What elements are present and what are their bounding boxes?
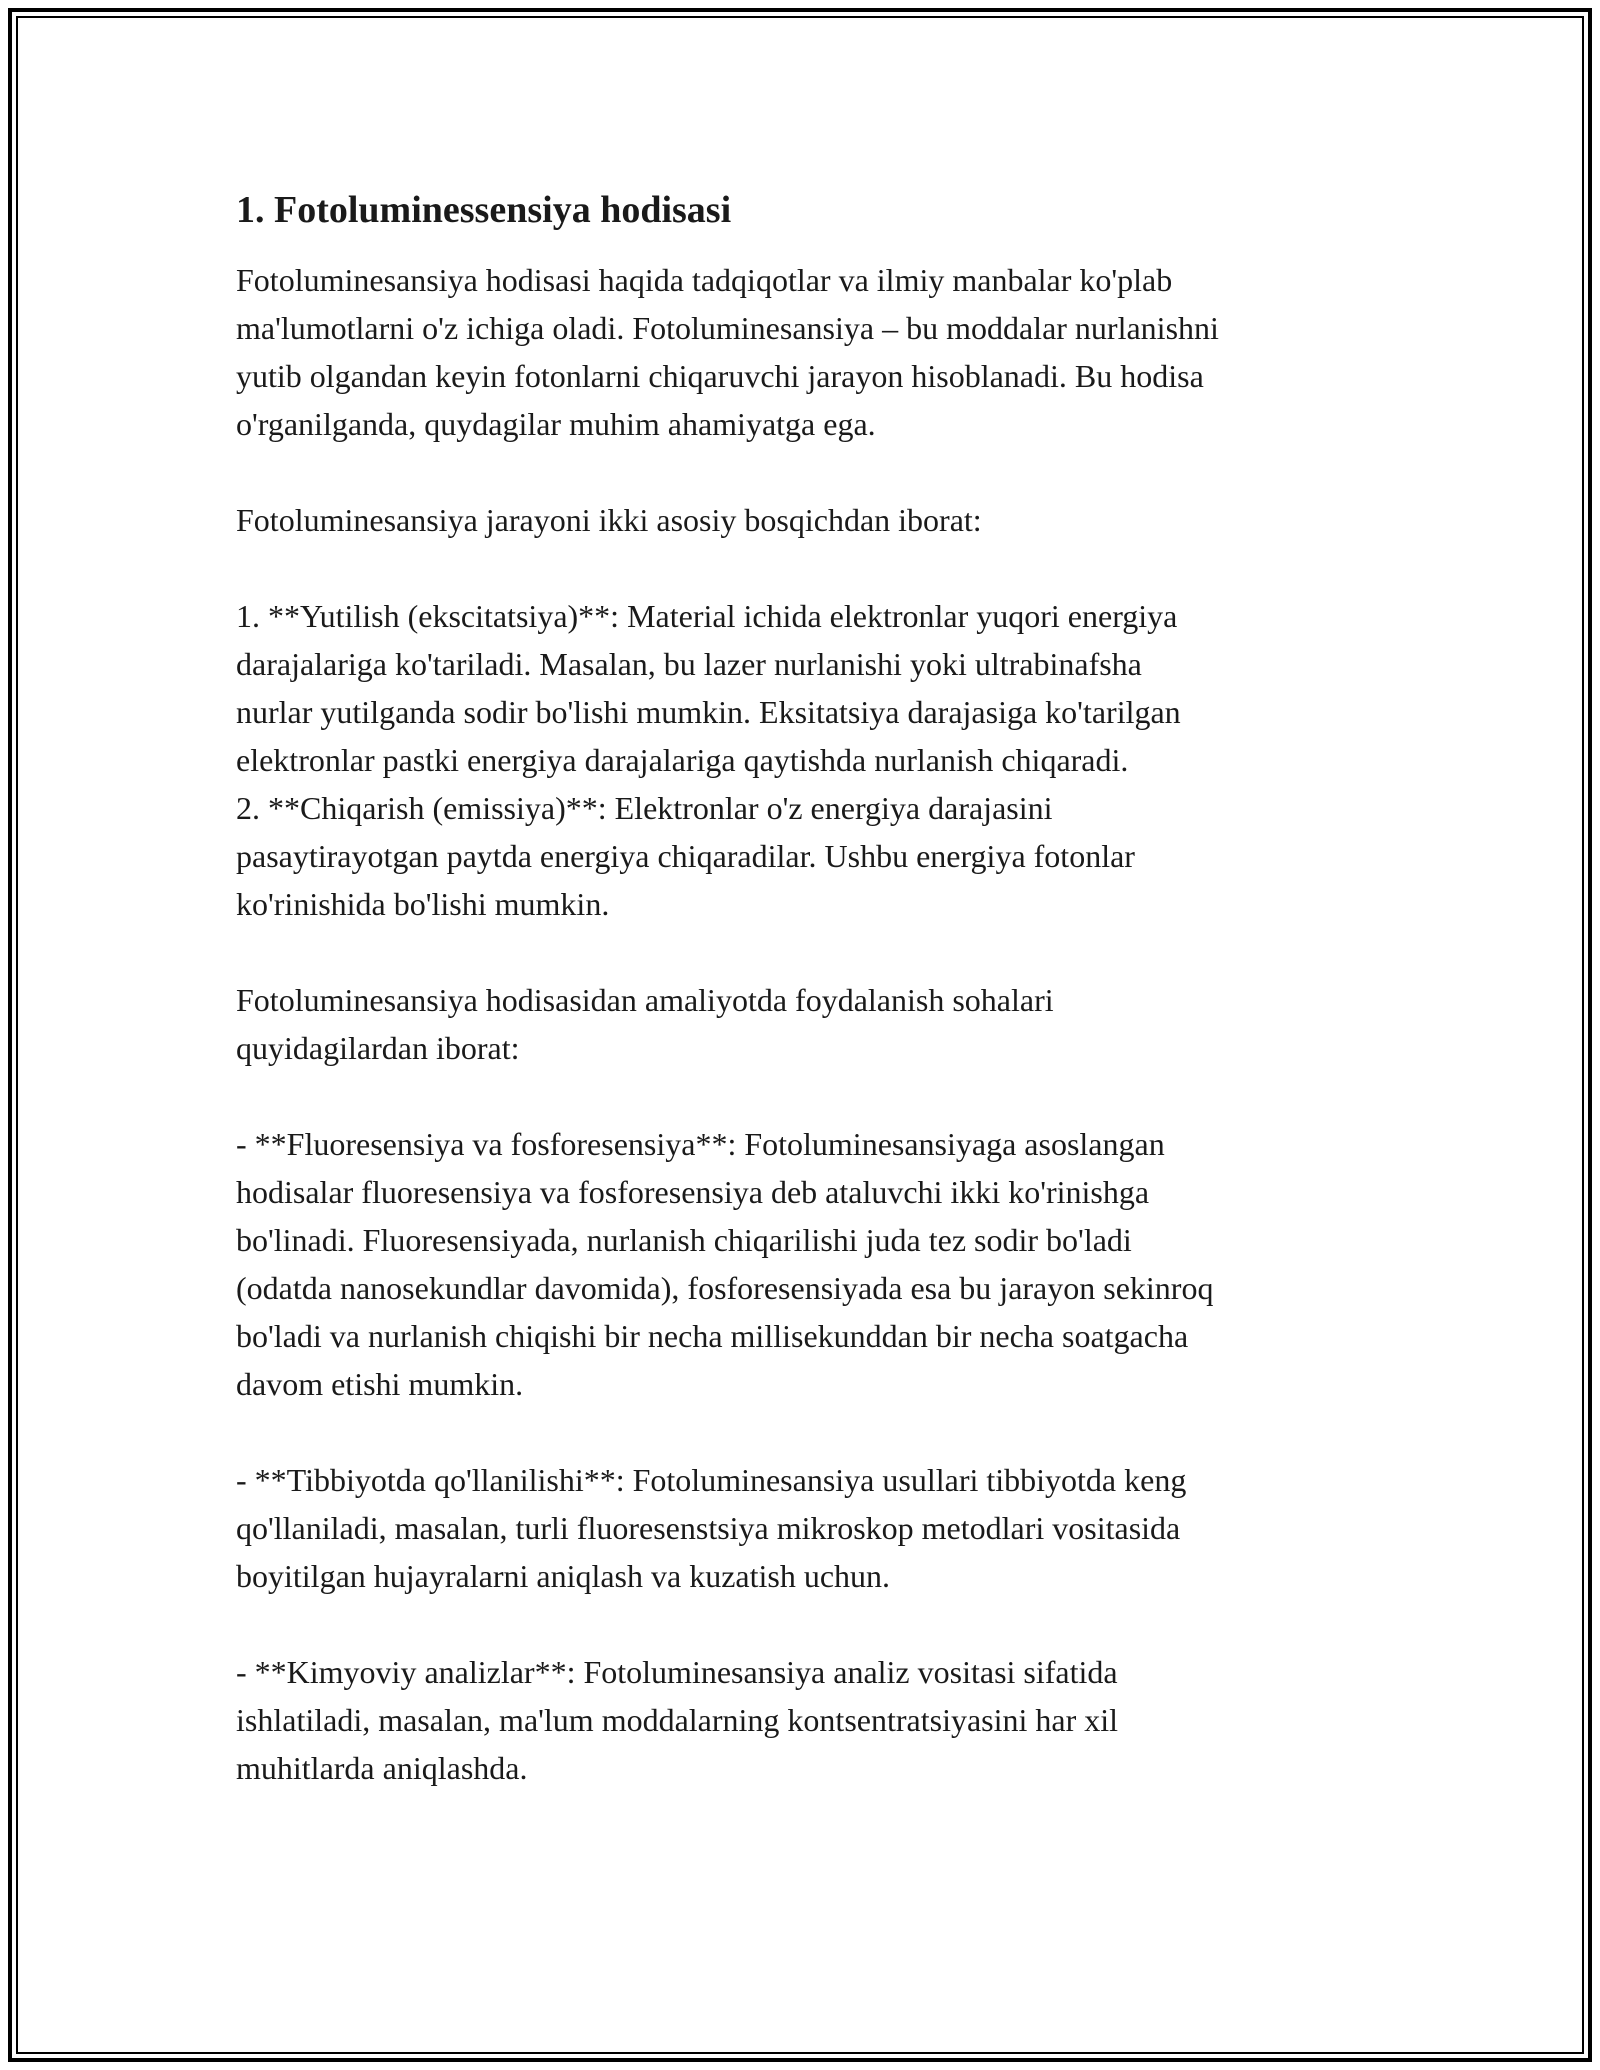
paragraph-spacer xyxy=(236,448,1366,496)
paragraph-spacer xyxy=(236,1600,1366,1648)
stage-2-item: 2. **Chiqarish (emissiya)**: Elektronlar o'z energiya darajasini pasaytirayotgan paytda energiya chiqaradilar. Ushbu energiya fotonlar ko'rinishida bo'lishi mumkin. xyxy=(236,790,1135,922)
stages-intro-paragraph: Fotoluminesansiya jarayoni ikki asosiy bosqichdan iborat: xyxy=(236,502,982,538)
applications-intro-paragraph: Fotoluminesansiya hodisasidan amaliyotda foydalanish sohalari quyidagilardan iborat: xyxy=(236,982,1054,1066)
stage-1-item: 1. **Yutilish (ekscitatsiya)**: Material ichida elektronlar yuqori energiya darajalariga ko'tariladi. Masalan, bu lazer nurlanishi yoki ultrabinafsha nurlar yutilganda sodir bo'lishi mumkin. Eksitatsiya darajasiga ko'tarilgan elektronlar pastki energiya darajalariga qaytishda nurlanish chiqaradi. xyxy=(236,598,1181,778)
application-item-fluorescence: - **Fluoresensiya va fosforesensiya**: Fotoluminesansiyaga asoslangan hodisalar fluoresensiya va fosforesensiya deb ataluvchi ikki ko'rinishga bo'linadi. Fluoresensiyada, nurlanish chiqarilishi juda tez sodir bo'ladi (odatda nanosekundlar davomida), fosforesensiyada esa bu jarayon sekinroq bo'ladi va nurlanish chiqishi bir necha millisekunddan bir necha soatgacha davom etishi mumkin. xyxy=(236,1126,1214,1402)
document-body xyxy=(236,186,1366,1792)
paragraph-spacer xyxy=(236,928,1366,976)
paragraph-spacer xyxy=(236,1408,1366,1456)
intro-paragraph: Fotoluminesansiya hodisasi haqida tadqiqotlar va ilmiy manbalar ko'plab ma'lumotlarni o'z ichiga oladi. Fotoluminesansiya – bu moddalar nurlanishni yutib olgandan keyin fotonlarni chiqaruvchi jarayon hisoblanadi. Bu hodisa o'rganilganda, quydagilar muhim ahamiyatga ega. xyxy=(236,262,1219,442)
paragraph-spacer xyxy=(236,1072,1366,1120)
application-item-chemical-analysis: - **Kimyoviy analizlar**: Fotoluminesansiya analiz vositasi sifatida ishlatiladi, masalan, ma'lum moddalarning kontsentratsiyasini har xil muhitlarda aniqlashda. xyxy=(236,1654,1119,1786)
paragraph-spacer xyxy=(236,544,1366,592)
section-heading: 1. Fotoluminessensiya hodisasi xyxy=(236,189,732,231)
application-item-medicine: - **Tibbiyotda qo'llanilishi**: Fotoluminesansiya usullari tibbiyotda keng qo'llaniladi, masalan, turli fluoresenstsiya mikroskop metodlari vositasida boyitilgan hujayralarni aniqlash va kuzatish uchun. xyxy=(236,1462,1187,1594)
